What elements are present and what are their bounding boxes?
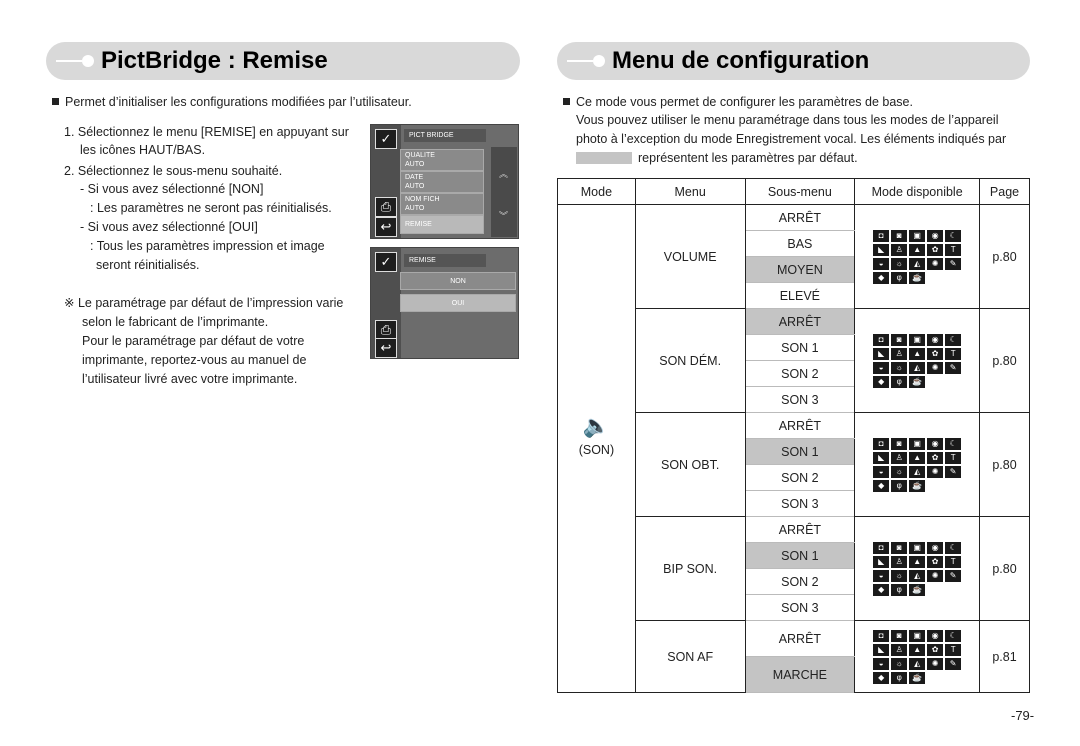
screen-header: PICT BRIDGE xyxy=(404,129,486,142)
mode-icon: ☾ xyxy=(945,230,961,242)
mode-icon: T xyxy=(945,644,961,656)
step-text: seront réinitialisés. xyxy=(96,258,200,272)
mode-icon: ◙ xyxy=(891,438,907,450)
mode-icon: ✎ xyxy=(945,466,961,478)
mode-icon: ▲ xyxy=(909,556,925,568)
menu-item-remise: REMISE xyxy=(400,215,484,234)
header-menu: Menu xyxy=(635,179,745,205)
page-number: -79- xyxy=(1011,708,1035,723)
note-text: l’utilisateur livré avec votre imprimante. xyxy=(82,372,298,386)
mode-icon: ◙ xyxy=(891,630,907,642)
option-non: NON xyxy=(400,272,516,290)
mode-icon: ▣ xyxy=(909,438,925,450)
submenu-cell: SON 2 xyxy=(745,569,855,595)
mode-icon: ♙ xyxy=(891,452,907,464)
mode-icon: ✎ xyxy=(945,570,961,582)
submenu-cell: BAS xyxy=(745,231,855,257)
mode-icon: ◉ xyxy=(927,630,943,642)
page-cell: p.81 xyxy=(980,621,1030,693)
mode-icon: T xyxy=(945,452,961,464)
step-text: - Si vous avez sélectionné [NON] xyxy=(80,182,264,196)
step-text: : Les paramètres ne seront pas réinitialisés. xyxy=(90,201,332,215)
section-title: PictBridge : Remise xyxy=(101,47,328,74)
mode-icon: ◘ xyxy=(873,438,889,450)
mode-icon: ♙ xyxy=(891,644,907,656)
note-text: imprimante, reportez-vous au manuel de xyxy=(82,353,307,367)
mode-icon: ◆ xyxy=(873,272,889,284)
mode-icon: ◣ xyxy=(873,452,889,464)
mode-icon: ◭ xyxy=(909,258,925,270)
mode-icon: φ xyxy=(891,376,907,388)
header-available: Mode disponible xyxy=(855,179,980,205)
mode-icon: ◒ xyxy=(873,658,889,670)
available-modes-cell xyxy=(855,413,980,517)
mode-icon: ◒ xyxy=(873,362,889,374)
mode-icon: φ xyxy=(891,480,907,492)
step-text: - Si vous avez sélectionné [OUI] xyxy=(80,220,258,234)
mode-icon: ☕ xyxy=(909,272,925,284)
mode-icon: ✿ xyxy=(927,452,943,464)
submenu-cell: SON 2 xyxy=(745,361,855,387)
mode-icon: T xyxy=(945,348,961,360)
print-mode-icon: ✓ xyxy=(375,129,397,149)
mode-icon: ☼ xyxy=(891,258,907,270)
section-header-config xyxy=(557,42,1030,80)
step-text: les icônes HAUT/BAS. xyxy=(80,143,206,157)
submenu-cell: SON 3 xyxy=(745,491,855,517)
bullet-dot-icon xyxy=(82,55,94,67)
mode-icons-grid xyxy=(873,230,961,284)
submenu-cell: ARRÊT xyxy=(745,517,855,543)
mode-icon: ◭ xyxy=(909,362,925,374)
submenu-cell: MOYEN xyxy=(745,257,855,283)
mode-icon: ◉ xyxy=(927,438,943,450)
mode-icon: ☾ xyxy=(945,630,961,642)
mode-icon: ◉ xyxy=(927,542,943,554)
back-icon: ↩ xyxy=(375,217,397,237)
mode-icon: ✺ xyxy=(927,258,943,270)
step-text: 1. Sélectionnez le menu [REMISE] en appuyant sur xyxy=(64,125,349,139)
mode-icons-grid xyxy=(873,630,961,684)
bullet-dot-icon xyxy=(593,55,605,67)
mode-icon: φ xyxy=(891,584,907,596)
mode-icon: ✎ xyxy=(945,658,961,670)
mode-icon: ◣ xyxy=(873,348,889,360)
menu-cell: SON OBT. xyxy=(635,413,745,517)
menu-cell: SON AF xyxy=(635,621,745,693)
mode-icon: ✎ xyxy=(945,258,961,270)
page-cell: p.80 xyxy=(980,517,1030,621)
screen-header: REMISE xyxy=(404,254,486,267)
mode-icon: ◆ xyxy=(873,376,889,388)
mode-icon: ▣ xyxy=(909,334,925,346)
mode-icon: T xyxy=(945,244,961,256)
mode-icon: ☼ xyxy=(891,466,907,478)
submenu-cell: ARRÊT xyxy=(745,413,855,439)
submenu-cell: SON 1 xyxy=(745,335,855,361)
camera-screen-remise xyxy=(370,247,519,359)
down-arrow-icon: ︾ xyxy=(499,211,509,221)
camera-screen-menu xyxy=(370,124,519,239)
mode-cell xyxy=(558,205,636,693)
note-text: ※ Le paramétrage par défaut de l’impression varie xyxy=(64,296,344,310)
mode-icons-grid xyxy=(873,334,961,388)
section-header-pictbridge xyxy=(46,42,520,80)
mode-icon: ◣ xyxy=(873,244,889,256)
intro-text: Permet d’initialiser les configurations modifiées par l’utilisateur. xyxy=(52,93,412,111)
mode-icon: ▲ xyxy=(909,452,925,464)
mode-icon: ◘ xyxy=(873,542,889,554)
mode-icon: φ xyxy=(891,672,907,684)
mode-icon: ◆ xyxy=(873,584,889,596)
menu-cell: BIP SON. xyxy=(635,517,745,621)
intro-text: photo à l’exception du mode Enregistrement vocal. Les éléments indiqués par xyxy=(576,132,1007,146)
menu-cell: SON DÉM. xyxy=(635,309,745,413)
section-title: Menu de configuration xyxy=(612,47,870,74)
mode-icon: ◒ xyxy=(873,466,889,478)
mode-icon: ◆ xyxy=(873,672,889,684)
mode-icon: ✺ xyxy=(927,658,943,670)
mode-icon: ✺ xyxy=(927,466,943,478)
submenu-cell: SON 1 xyxy=(745,439,855,465)
mode-icon: ◭ xyxy=(909,658,925,670)
mode-icon: ✎ xyxy=(945,362,961,374)
page-cell: p.80 xyxy=(980,205,1030,309)
mode-icon: ✿ xyxy=(927,244,943,256)
submenu-cell: ELEVÉ xyxy=(745,283,855,309)
mode-icon: ◭ xyxy=(909,466,925,478)
mode-icon: ◆ xyxy=(873,480,889,492)
available-modes-cell xyxy=(855,205,980,309)
mode-icon: ▲ xyxy=(909,244,925,256)
menu-cell: VOLUME xyxy=(635,205,745,309)
intro-text: représentent les paramètres par défaut. xyxy=(576,149,858,167)
mode-icon: ☕ xyxy=(909,376,925,388)
mode-icon: ✿ xyxy=(927,556,943,568)
mode-icon: ♙ xyxy=(891,244,907,256)
print-mode-icon: ✓ xyxy=(375,252,397,272)
note-text: selon le fabricant de l’imprimante. xyxy=(82,315,269,329)
mode-icon: ◘ xyxy=(873,230,889,242)
mode-icon: ◉ xyxy=(927,230,943,242)
step-text: 2. Sélectionnez le sous-menu souhaité. xyxy=(64,164,283,178)
printer-icon: ⎙ xyxy=(375,320,397,340)
mode-icon: ☼ xyxy=(891,362,907,374)
mode-icons-grid xyxy=(873,542,961,596)
mode-icon: ✿ xyxy=(927,348,943,360)
mode-icon: ☾ xyxy=(945,542,961,554)
mode-icon: ◙ xyxy=(891,542,907,554)
mode-icon: ▣ xyxy=(909,630,925,642)
step-text: : Tous les paramètres impression et image xyxy=(90,239,325,253)
menu-item-qualite: QUALITE AUTO xyxy=(400,149,484,171)
note-text: Pour le paramétrage par défaut de votre xyxy=(82,334,305,348)
mode-icon: ◣ xyxy=(873,644,889,656)
mode-icon: ☼ xyxy=(891,570,907,582)
mode-icon: ▣ xyxy=(909,542,925,554)
mode-icon: ☾ xyxy=(945,438,961,450)
intro-text: Ce mode vous permet de configurer les paramètres de base. xyxy=(563,93,913,111)
submenu-cell: ARRÊT xyxy=(745,621,855,657)
mode-icon: ◭ xyxy=(909,570,925,582)
available-modes-cell xyxy=(855,621,980,693)
submenu-cell: SON 1 xyxy=(745,543,855,569)
mode-label: (SON) xyxy=(578,443,615,457)
submenu-cell: ARRÊT xyxy=(745,309,855,335)
mode-icon: ◙ xyxy=(891,334,907,346)
back-icon: ↩ xyxy=(375,338,397,358)
submenu-cell: SON 3 xyxy=(745,595,855,621)
page-cell: p.80 xyxy=(980,309,1030,413)
header-page: Page xyxy=(980,179,1030,205)
available-modes-cell xyxy=(855,517,980,621)
mode-icon: ♙ xyxy=(891,348,907,360)
mode-icon: ☼ xyxy=(891,658,907,670)
submenu-cell: SON 3 xyxy=(745,387,855,413)
mode-icon: ✺ xyxy=(927,362,943,374)
mode-icons-grid xyxy=(873,438,961,492)
config-table xyxy=(557,178,1030,693)
mode-icon: ▲ xyxy=(909,348,925,360)
submenu-cell: MARCHE xyxy=(745,657,855,693)
mode-icon: ♙ xyxy=(891,556,907,568)
mode-icon: ☕ xyxy=(909,584,925,596)
mode-icon: ◒ xyxy=(873,258,889,270)
page-cell: p.80 xyxy=(980,413,1030,517)
up-arrow-icon: ︽ xyxy=(499,169,509,179)
mode-icon: ☾ xyxy=(945,334,961,346)
mode-icon: ▣ xyxy=(909,230,925,242)
option-oui: OUI xyxy=(400,294,516,312)
menu-item-date: DATE AUTO xyxy=(400,171,484,193)
scroll-panel xyxy=(491,147,517,237)
default-swatch xyxy=(576,152,632,164)
mode-icon: ◘ xyxy=(873,334,889,346)
mode-icon: φ xyxy=(891,272,907,284)
mode-icon: ◙ xyxy=(891,230,907,242)
header-submenu: Sous-menu xyxy=(745,179,855,205)
mode-icon: ▲ xyxy=(909,644,925,656)
mode-icon: ✺ xyxy=(927,570,943,582)
mode-icon: ◒ xyxy=(873,570,889,582)
intro-text: Vous pouvez utiliser le menu paramétrage dans tous les modes de l’appareil xyxy=(576,113,999,127)
mode-icon: ◣ xyxy=(873,556,889,568)
submenu-cell: SON 2 xyxy=(745,465,855,491)
available-modes-cell xyxy=(855,309,980,413)
mode-icon: T xyxy=(945,556,961,568)
speaker-icon: 🔈 xyxy=(582,413,611,438)
mode-icon: ◘ xyxy=(873,630,889,642)
menu-item-nom-fich: NOM FICH AUTO xyxy=(400,193,484,215)
mode-icon: ✿ xyxy=(927,644,943,656)
header-mode: Mode xyxy=(558,179,636,205)
submenu-cell: ARRÊT xyxy=(745,205,855,231)
mode-icon: ☕ xyxy=(909,480,925,492)
mode-icon: ◉ xyxy=(927,334,943,346)
mode-icon: ☕ xyxy=(909,672,925,684)
printer-icon: ⎙ xyxy=(375,197,397,217)
